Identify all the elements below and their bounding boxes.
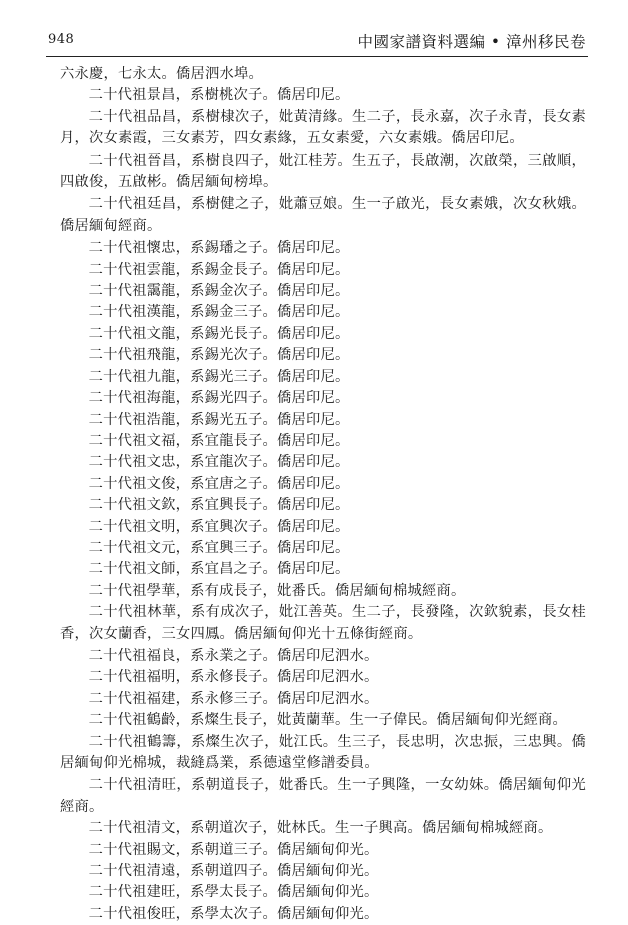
paragraph: 二十代祖鶴籌，系燦生次子，妣江氏。生三子，長忠明，次忠振，三忠興。僑居緬甸仰光棉城，裁縫爲業，系德遠堂修譜委員。	[60, 733, 586, 771]
paragraph: 二十代祖文俊，系宜唐之子。僑居印尼。	[88, 475, 350, 492]
book-title: 中國家譜資料選編 • 漳州移民卷	[357, 33, 586, 51]
paragraph: 二十代祖景昌，系樹桃次子。僑居印尼。	[88, 87, 350, 104]
paragraph: 二十代祖雲龍，系錫金長子。僑居印尼。	[88, 261, 350, 278]
page-number: 948	[48, 32, 75, 47]
paragraph: 二十代祖清旺，系朝道長子，妣番氏。生一子興隆，一女幼妹。僑居緬甸仰光經商。	[60, 777, 586, 815]
paragraph: 二十代祖懷忠，系錫璠之子。僑居印尼。	[88, 240, 350, 257]
paragraph: 二十代祖漢龍，系錫金三子。僑居印尼。	[88, 304, 350, 321]
paragraph: 二十代祖飛龍，系錫光次子。僑居印尼。	[88, 347, 350, 364]
paragraph: 二十代祖靄龍，系錫金次子。僑居印尼。	[88, 283, 350, 300]
paragraph: 二十代祖文忠，系宜龍次子。僑居印尼。	[88, 454, 350, 471]
paragraph: 二十代祖晉昌，系樹良四子，妣江桂芳。生五子，長啟潮，次啟榮，三啟順，四啟俊，五啟彬。僑居緬甸榜埠。	[60, 152, 586, 191]
paragraph: 二十代祖文師，系宜昌之子。僑居印尼。	[88, 561, 350, 578]
paragraph: 六永慶，七永太。僑居泗水埠。	[60, 66, 263, 82]
paragraph: 二十代祖建旺，系學太長子。僑居緬甸仰光。	[88, 884, 379, 901]
paragraph: 二十代祖賜文，系朝道三子。僑居緬甸仰光。	[88, 841, 379, 858]
paragraph: 二十代祖文明，系宜興次子。僑居印尼。	[88, 518, 350, 535]
paragraph: 二十代祖文元，系宜興三子。僑居印尼。	[88, 539, 350, 556]
paragraph: 二十代祖鶴齡，系燦生長子，妣黃蘭華。生一子偉民。僑居緬甸仰光經商。	[88, 712, 567, 729]
paragraph: 二十代祖福明，系永修長子。僑居印尼泗水。	[88, 669, 379, 686]
paragraph: 二十代祖俊旺，系學太次子。僑居緬甸仰光。	[88, 905, 379, 922]
paragraph: 二十代祖福良，系永業之子。僑居印尼泗水。	[88, 647, 379, 664]
running-header	[46, 26, 588, 57]
page-body	[60, 64, 586, 925]
paragraph: 二十代祖文欽，系宜興長子。僑居印尼。	[88, 497, 350, 514]
paragraph: 二十代祖海龍，系錫光四子。僑居印尼。	[88, 390, 350, 407]
paragraph: 二十代祖品昌，系樹棣次子，妣黃清緣。生二子，長永嘉，次子永青，長女素月，次女素霞，三女素芳，四女素緣，五女素愛，六女素娥。僑居印尼。	[60, 108, 586, 147]
paragraph: 二十代祖廷昌，系樹健之子，妣蕭豆娘。生一子啟光，長女素娥，次女秋娥。僑居緬甸經商。	[60, 196, 586, 234]
paragraph: 二十代祖浩龍，系錫光五子。僑居印尼。	[88, 411, 350, 428]
paragraph: 二十代祖清文，系朝道次子，妣林氏。生一子興高。僑居緬甸棉城經商。	[88, 820, 553, 837]
paragraph: 二十代祖學華，系有成長子，妣番氏。僑居緬甸棉城經商。	[88, 582, 466, 599]
paragraph: 二十代祖文福，系宜龍長子。僑居印尼。	[88, 432, 350, 449]
paragraph: 二十代祖福建，系永修三子。僑居印尼泗水。	[88, 690, 379, 707]
paragraph: 二十代祖九龍，系錫光三子。僑居印尼。	[88, 368, 350, 385]
paragraph: 二十代祖清遠，系朝道四子。僑居緬甸仰光。	[88, 863, 379, 880]
paragraph: 二十代祖文龍，系錫光長子。僑居印尼。	[88, 325, 350, 342]
paragraph: 二十代祖林華，系有成次子，妣江善英。生二子，長發隆，次欽貌素，長女桂香，次女蘭香，三女四鳳。僑居緬甸仰光十五條街經商。	[60, 604, 586, 642]
